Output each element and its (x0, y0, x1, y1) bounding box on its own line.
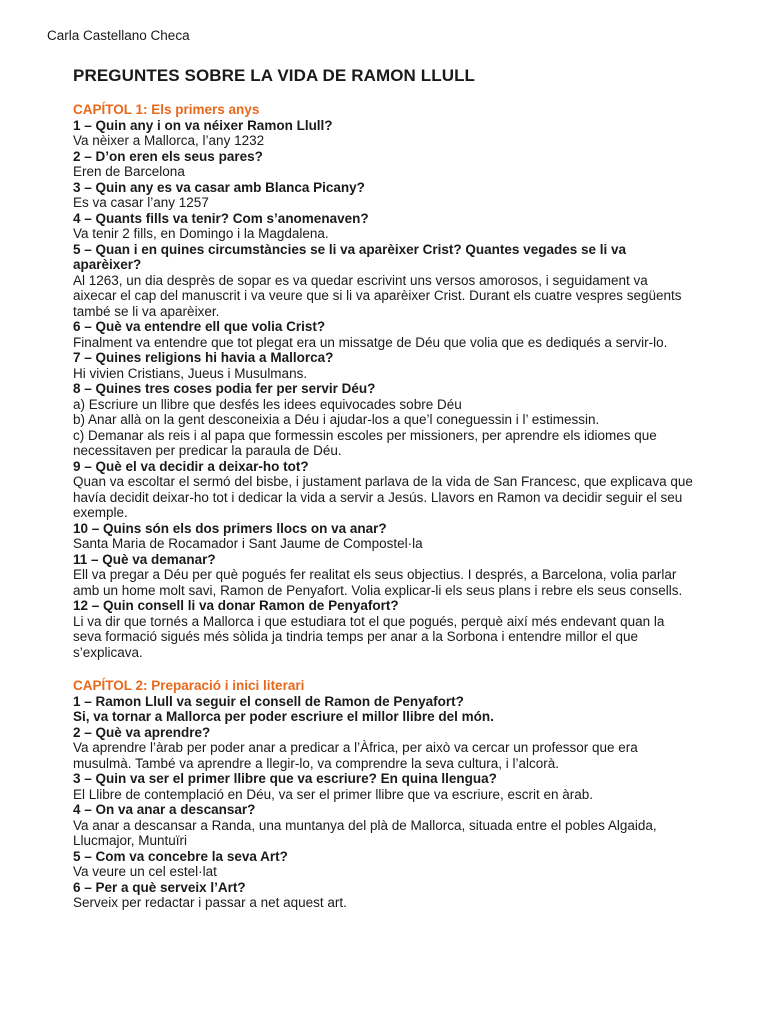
question: 5 – Com va concebre la seva Art? (73, 848, 288, 864)
question: 9 – Què el va decidir a deixar-ho tot? (73, 458, 309, 474)
chapter-2-section (73, 678, 693, 911)
answer: Eren de Barcelona (73, 164, 185, 179)
question: 10 – Quins són els dos primers llocs on va anar? (73, 520, 387, 536)
question: 3 – Quin any es va casar amb Blanca Picany? (73, 179, 365, 195)
question: 5 – Quan i en quines circumstàncies se li va aparèixer Crist? Quantes vegades se li va aparèixer? (73, 241, 627, 272)
question: 11 – Què va demanar? (73, 551, 216, 567)
question: 1 – Ramon Llull va seguir el consell de Ramon de Penyafort? (73, 693, 464, 709)
answer: Al 1263, un dia desprès de sopar es va quedar escrivint uns versos amorosos, i seguidament va aixecar el cap del manuscrit i va veure que si li va aparèixer Crist. Durant els cuatre vespres següents també se li va aparèixer. (73, 272, 682, 319)
answer: a) Escriure un llibre que desfés les idees equivocades sobre Déu (73, 396, 462, 412)
answer: Ell va pregar a Déu per què pogués fer realitat els seus objectius. I després, a Barcelona, volia parlar amb un home molt savi, Ramon de Penyafort. Volia explicar-li els seus plans i rebre els seus consells. (73, 567, 683, 598)
answer: Va veure un cel estel·lat (73, 864, 217, 879)
chapter-heading: CAPÍTOL 2: Preparació i inici literari (73, 678, 305, 693)
answer: b) Anar allà on la gent desconeixia a Déu i ajudar-los a que’l coneguessin i l’ estimessin. (73, 412, 600, 427)
answer: El Llibre de contemplació en Déu, va ser el primer llibre que va escriure, escrit en àrab. (73, 786, 593, 802)
answer: Hi vivien Cristians, Jueus i Musulmans. (73, 365, 308, 381)
answer: Va nèixer a Mallorca, l’any 1232 (73, 133, 265, 148)
answer: Quan va escoltar el sermó del bisbe, i justament parlava de la vida de San Francesc, que explicava que havía decidit deixar-ho tot i dedicar la vida a servir a Jesús. Llavors en Ramon va decidir seguir el seu exemple. (73, 474, 693, 520)
answer: Va tenir 2 fills, en Domingo i la Magdalena. (73, 226, 329, 241)
answer: Santa Maria de Rocamador i Sant Jaume de Compostel·la (73, 536, 423, 551)
question: 4 – On va anar a descansar? (73, 802, 256, 817)
question: 4 – Quants fills va tenir? Com s’anomenaven? (73, 210, 369, 226)
question: 1 – Quin any i on va néixer Ramon Llull? (73, 117, 333, 133)
document-title: PREGUNTES SOBRE LA VIDA DE RAMON LLULL (73, 66, 476, 85)
answer: Va anar a descansar a Randa, una muntanya del plà de Mallorca, situada entre el pobles Algaida, Llucmajor, Muntuïri (73, 817, 657, 848)
chapter-heading: CAPÍTOL 1: Els primers anys (73, 102, 260, 117)
document-author: Carla Castellano Checa (47, 28, 190, 43)
answer: Va aprendre l’àrab per poder anar a predicar a l’Àfrica, per això va cercar un professor que era musulmà. També va aprendre a llegir-lo, va comprendre la seva cultura, i l’alcorà. (73, 740, 638, 771)
answer-bold: Si, va tornar a Mallorca per poder escriure el millor llibre del món. (73, 709, 494, 724)
question: 2 – Què va aprendre? (73, 724, 211, 740)
question: 6 – Per a què serveix l’Art? (73, 879, 246, 895)
answer: Serveix per redactar i passar a net aquest art. (73, 895, 347, 910)
chapter-1-section (73, 102, 693, 660)
question: 8 – Quines tres coses podia fer per servir Déu? (73, 381, 376, 396)
question: 6 – Què va entendre ell que volia Crist? (73, 319, 326, 334)
question: 12 – Quin consell li va donar Ramon de Penyafort? (73, 598, 399, 613)
question: 2 – D’on eren els seus pares? (73, 148, 263, 164)
question: 3 – Quin va ser el primer llibre que va escriure? En quina llengua? (73, 771, 497, 786)
answer: Finalment va entendre que tot plegat era un missatge de Déu que volia que es dediqués a servir-lo. (73, 334, 668, 350)
answer: Es va casar l’any 1257 (73, 195, 209, 210)
answer: c) Demanar als reis i al papa que formessin escoles per missioners, per aprendre els idiomes que necessitaven per predicar la paraula de Déu. (73, 427, 657, 458)
document-body (73, 66, 693, 911)
answer: Li va dir que tornés a Mallorca i que estudiara tot el que pogués, perquè així més endevant quan la seva formació sigués més sòlida ja tindria temps per anar a la Sorbona i entendre millor el que s’explicava. (73, 613, 665, 660)
question: 7 – Quines religions hi havia a Mallorca? (73, 350, 334, 365)
